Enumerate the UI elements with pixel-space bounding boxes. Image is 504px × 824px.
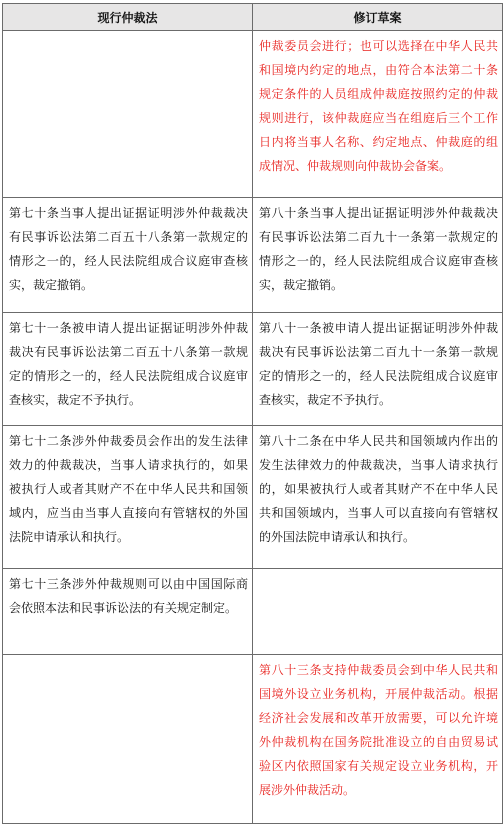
comparison-table: [2, 3, 503, 824]
current-law-text: [3, 655, 252, 658]
draft-revision-cell: [253, 569, 503, 655]
current-law-cell: [3, 313, 253, 426]
draft-revision-text: [253, 569, 502, 572]
current-law-text: 第七十二条涉外仲裁委员会作出的发生法律效力的仲裁裁决，当事人请求执行的，如果被执行人或者其财产不在中华人民共和国领域内，应当由当事人直接向有管辖权的外国法院申请承认和执行。: [9, 434, 248, 544]
table-header-row: [3, 4, 503, 31]
draft-revision-cell: [253, 198, 503, 313]
table-row: [3, 31, 503, 198]
current-law-text: 第七十一条被申请人提出证据证明涉外仲裁裁决有民事诉讼法第二百五十八条第一款规定的情形之一的，经人民法院组成合议庭审查核实，裁定不予执行。: [9, 321, 248, 407]
draft-revision-text: 第八十条当事人提出证据证明涉外仲裁裁决有民事诉讼法第二百九十一条第一款规定的情形之一的，经人民法院组成合议庭审查核实，裁定撤销。: [259, 206, 498, 292]
draft-revision-text: 第八十三条支持仲裁委员会到中华人民共和国境外设立业务机构，开展仲裁活动。根据经济社会发展和改革开放需要，可以允许境外仲裁机构在国务院批准设立的自由贸易试验区内依照国家有关规定设立业务机构，开展涉外仲裁活动。: [259, 663, 498, 797]
current-law-text: [3, 31, 252, 34]
current-law-text: 第七十三条涉外仲裁规则可以由中国国际商会依照本法和民事诉讼法的有关规定制定。: [9, 577, 248, 615]
current-law-cell: [3, 198, 253, 313]
draft-revision-cell: [253, 426, 503, 569]
draft-revision-cell: [253, 655, 503, 824]
draft-revision-text: 第八十一条被申请人提出证据证明涉外仲裁裁决有民事诉讼法第二百九十一条第一款规定的情形之一的，经人民法院组成合议庭审查核实，裁定不予执行。: [259, 321, 498, 407]
draft-revision-text: 第八十二条在中华人民共和国领域内作出的发生法律效力的仲裁裁决，当事人请求执行的，如果被执行人或者其财产不在中华人民共和国领域内，当事人可以直接向有管辖权的外国法院申请承认和执行。: [259, 434, 498, 544]
table-row: [3, 655, 503, 824]
column-header-draft-revision: 修订草案: [253, 4, 503, 31]
table-row: [3, 569, 503, 655]
current-law-cell: [3, 426, 253, 569]
current-law-cell: [3, 655, 253, 824]
column-header-current-law: 现行仲裁法: [3, 4, 253, 31]
table-row: [3, 198, 503, 313]
table-row: [3, 426, 503, 569]
current-law-cell: [3, 31, 253, 198]
draft-revision-text: 仲裁委员会进行；也可以选择在中华人民共和国境内约定的地点，由符合本法第二十条规定条件的人员组成仲裁庭按照约定的仲裁规则进行，该仲裁庭应当在组庭后三个工作日内将当事人名称、约定地点、仲裁庭的组成情况、仲裁规则向仲裁协会备案。: [259, 39, 498, 173]
current-law-cell: [3, 569, 253, 655]
draft-revision-cell: [253, 31, 503, 198]
table-row: [3, 313, 503, 426]
current-law-text: 第七十条当事人提出证据证明涉外仲裁裁决有民事诉讼法第二百五十八条第一款规定的情形之一的，经人民法院组成合议庭审查核实，裁定撤销。: [9, 206, 248, 292]
draft-revision-cell: [253, 313, 503, 426]
